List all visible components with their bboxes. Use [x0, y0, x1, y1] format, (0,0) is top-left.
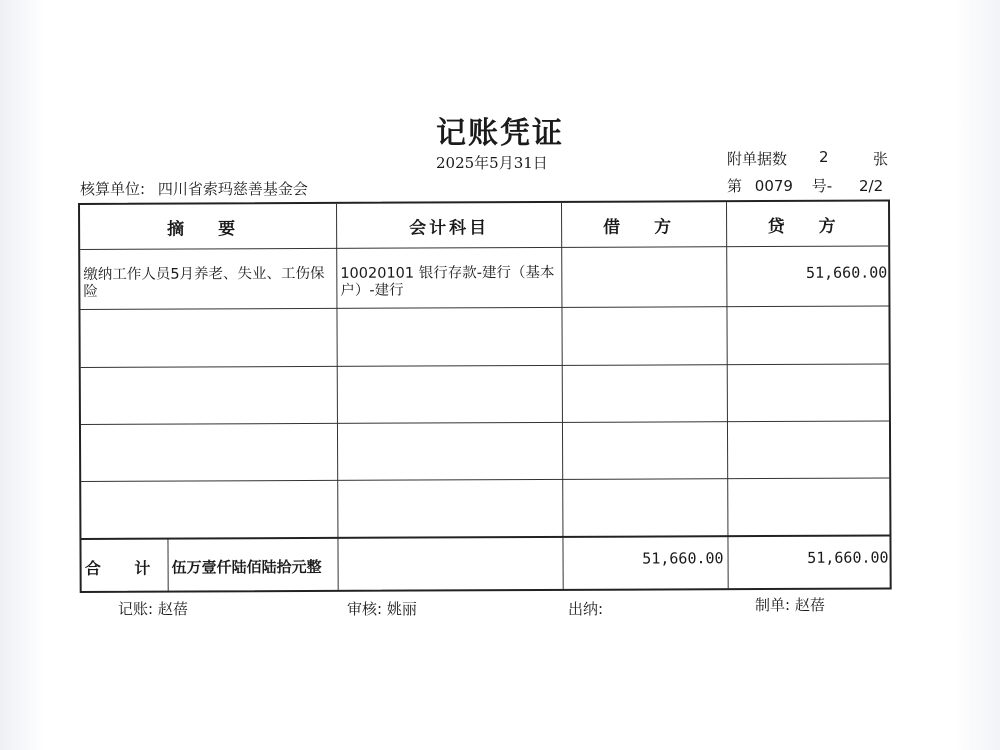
row-divider	[81, 363, 889, 368]
voucher-suffix: 号-	[811, 177, 833, 195]
voucher-page: 2/2	[858, 177, 884, 195]
col-divider	[336, 204, 339, 590]
header-summary: 摘 要	[167, 218, 250, 240]
voucher-no-value: 0079	[754, 177, 793, 195]
row-debit	[562, 264, 720, 265]
accounting-unit	[80, 178, 308, 199]
row-divider	[80, 305, 888, 310]
attach-number: 2	[819, 148, 829, 166]
col-divider	[726, 202, 729, 588]
row-credit: 51,660.00	[805, 263, 888, 282]
signature-cashier: 出纳:	[568, 600, 604, 618]
row-divider	[81, 477, 889, 482]
unit-label: 核算单位:	[80, 180, 146, 198]
attachment-count	[727, 148, 889, 169]
header-debit: 借 方	[603, 216, 686, 238]
row-account: 10020101 银行存款-建行（基本户）-建行	[340, 264, 555, 299]
voucher-prefix: 第	[727, 177, 743, 195]
attach-unit: 张	[873, 150, 889, 168]
unit-name: 四川省索玛慈善基金会	[157, 180, 308, 198]
signature-reviewer: 审核: 姚丽	[347, 600, 417, 618]
row-divider	[81, 420, 889, 425]
total-divider	[81, 534, 889, 540]
total-credit: 51,660.00	[807, 548, 889, 567]
signature-preparer: 制单: 赵蓓	[755, 596, 825, 614]
voucher-date: 2025年5月31日	[436, 154, 548, 172]
voucher-table	[78, 199, 892, 593]
total-amount-words: 伍万壹仟陆佰陆拾元整	[171, 557, 322, 577]
total-label: 合 计	[84, 558, 165, 578]
header-credit: 贷 方	[767, 216, 850, 237]
total-debit: 51,660.00	[642, 549, 724, 568]
attach-label: 附单据数	[727, 150, 788, 168]
voucher-number	[727, 175, 891, 196]
signature-bookkeeper: 记账: 赵蓓	[118, 600, 188, 618]
header-account: 会计科目	[409, 217, 490, 239]
voucher-title: 记账凭证	[436, 116, 564, 151]
row-summary: 缴纳工作人员5月养老、失业、工伤保险	[83, 265, 325, 300]
col-divider	[561, 203, 564, 589]
